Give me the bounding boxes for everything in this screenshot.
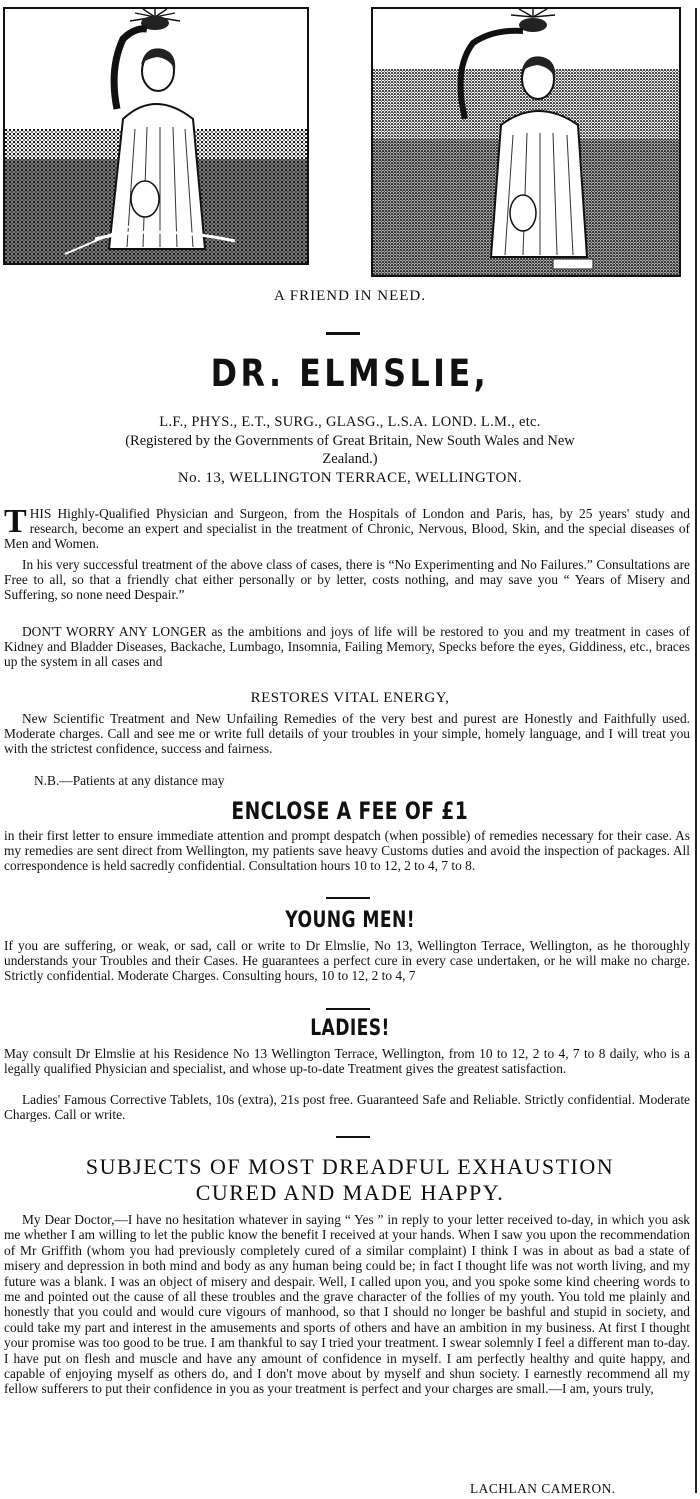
registration-line-2: Zealand.) <box>322 451 378 467</box>
testimonial-heading-1: SUBJECTS OF MOST DREADFUL EXHAUSTION <box>85 1154 615 1179</box>
column-rule <box>695 8 697 1493</box>
fee-heading: ENCLOSE A FEE OF £1 <box>231 797 469 825</box>
young-men-paragraph: If you are suffering, or weak, or sad, call or write to Dr Elmslie, No 13, Wellington Terrace, Wellington, as he thoroughly understands your Troubles and their Cases. He guarantees a perfect cure in every case undertaken, or he will make no charge. Strictly confidential. Moderate Charges. Consulting hours, 10 to 12, 2 to 4, 7 <box>4 938 690 984</box>
fee-paragraph: in their first letter to ensure immediate attention and prompt despatch (when possible) of remedies necessary for their case. As my remedies are sent direct from Wellington, my patients save heavy Customs duties and avoid the inspection of packages. All correspondence is held sacredly confidential. Consultation hours 10 to 12, 2 to 4, 7 to 8. <box>4 828 690 874</box>
restores-paragraph: New Scientific Treatment and New Unfailing Remedies of the very best and purest are Honestly and Faithfully used. Moderate charges. Call and see me or write full details of your troubles in your simple, homely language, and I will treat you with the strictest confidence, success and fairness. <box>4 711 690 757</box>
divider <box>326 1008 370 1010</box>
dropcap: T <box>4 503 27 540</box>
address: No. 13, WELLINGTON TERRACE, WELLINGTON. <box>177 470 523 486</box>
restores-heading: RESTORES VITAL ENERGY, <box>250 690 450 706</box>
qualifications: L.F., PHYS., E.T., SURG., GLASG., L.S.A. LOND. L.M., etc. <box>159 414 541 430</box>
woman-with-lamp-illustration-left <box>3 7 309 265</box>
ladies-paragraph: May consult Dr Elmslie at his Residence No 13 Wellington Terrace, Wellington, from 10 to 12, 2 to 4, 7 to 8 daily, who is a legally qualified Physician and specialist, and whose up-to-date Treatment gives the greatest satisfaction. <box>4 1046 690 1077</box>
divider <box>326 332 360 335</box>
young-men-heading: YOUNG MEN! <box>285 908 415 933</box>
divider <box>326 897 370 899</box>
testimonial-letter: My Dear Doctor,—I have no hesitation whatever in saying “ Yes ” in reply to your letter received to-day, in which you ask me whether I am willing to let the public know the benefit I received at your hands. When I saw you upon the recommendation of Mr Griffith (whom you had previously completely cured of a similar complaint) I think I was in about as bad a state of misery and depression in both mind and body as any human being could be; in fact I thought life was not worth living, and my future was a blank. I was an object of misery and despair. Well, I called upon you, and you spoke some kind cheering words to me and pointed out the cause of all these troubles and the grave character of the follies of my youth. You told me plainly and honestly that you could and would cure vigours of manhood, so that I should no longer be bashful and stupid in society, and could take my part and interest in the amusements and sports of others and have an ambition in my business. At first I thought your promise was too good to be true. I am thankful to say I tried your treatment. I swear solemnly I feel a different man to-day. I have put on flesh and muscle and have any amount of confidence in myself. I am perfectly healthy and quite happy, and capable of enjoying myself as others do, and I don't move about by myself and shun society. I earnestly recommend all my fellow sufferers to put their confidence in you as your treatment is perfect and your charges are small.—I am, yours truly, <box>4 1212 690 1397</box>
intro-paragraph-2: In his very successful treatment of the above class of cases, there is “No Experimenting and No Failures.” Consultations are Free to all, so that a friendly chat either personally or by letter, costs nothing, and may save you “ Years of Misery and Suffering, so none need Despair.” <box>4 557 690 603</box>
tagline: A FRIEND IN NEED. <box>274 288 426 304</box>
testimonial-heading-2: CURED AND MADE HAPPY. <box>195 1180 505 1205</box>
signature: LACHLAN CAMERON. <box>470 1481 616 1496</box>
intro-paragraph-3: DON'T WORRY ANY LONGER as the ambitions and joys of life will be restored to you and my treatment in cases of Kidney and Bladder Diseases, Backache, Lumbago, Insomnia, Failing Memory, Specks before the eyes, Giddiness, etc., braces up the system in all cases and <box>4 624 690 670</box>
nb-note: N.B.—Patients at any distance may <box>34 773 225 788</box>
ladies-heading: LADIES! <box>310 1016 390 1041</box>
woman-with-lamp-illustration-right <box>371 7 681 277</box>
divider <box>336 1136 370 1138</box>
doctor-name: DR. ELMSLIE, <box>210 352 490 395</box>
intro-paragraph: THIS Highly-Qualified Physician and Surgeon, from the Hospitals of London and Paris, has, by 25 years' study and research, become an expert and specialist in the treatment of Chronic, Nervous, Blood, Skin, and the special diseases of Men and Women. <box>4 503 690 552</box>
registration-line-1: (Registered by the Governments of Great Britain, New South Wales and New <box>125 433 575 449</box>
ladies-tablets-paragraph: Ladies' Famous Corrective Tablets, 10s (extra), 21s post free. Guaranteed Safe and Reliable. Strictly confidential. Moderate Charges. Call or write. <box>4 1092 690 1123</box>
